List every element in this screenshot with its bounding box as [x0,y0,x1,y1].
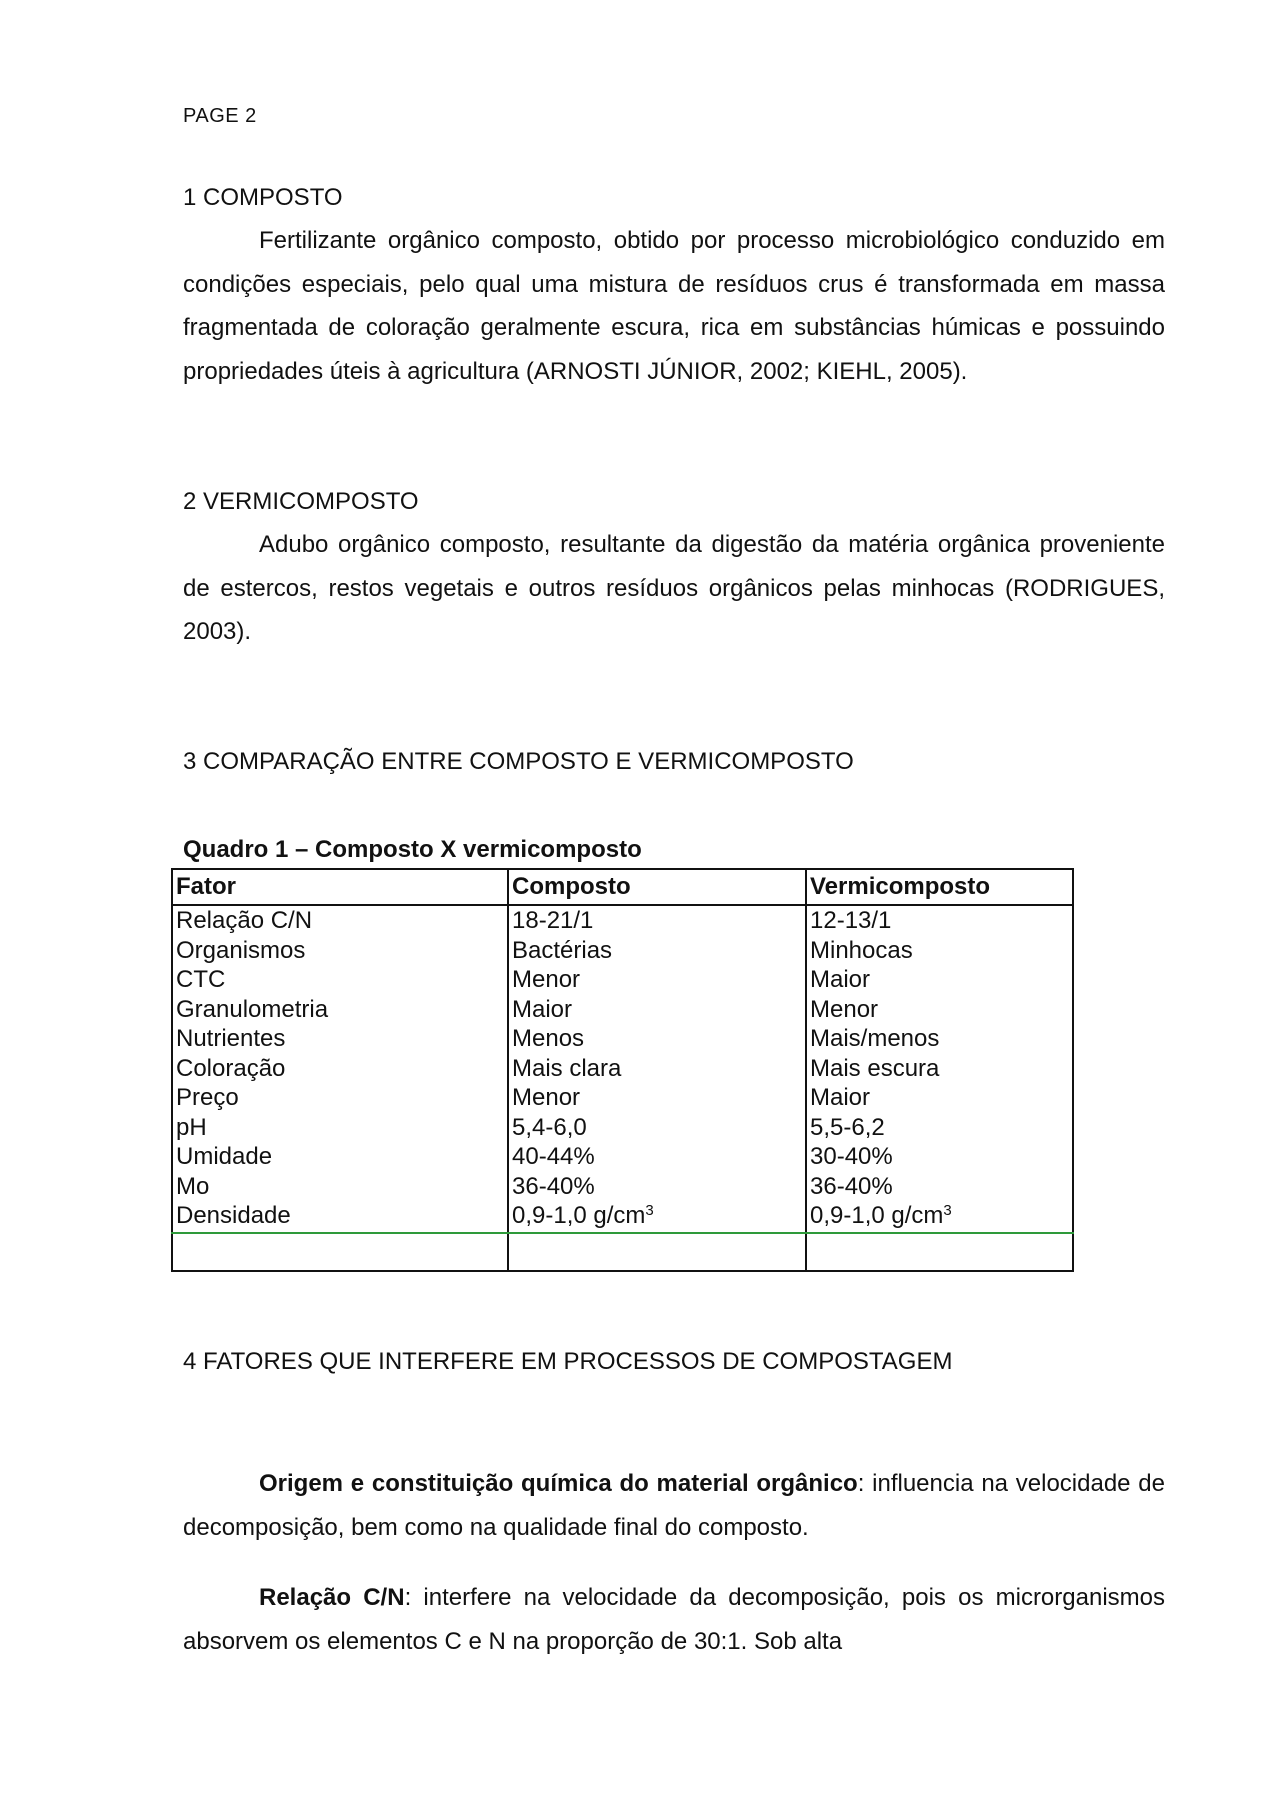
unit-superscript: 3 [943,1202,952,1219]
text-origem: : influencia na velocidade de decomposição, bem como na qualidade final do composto. [183,1470,1165,1541]
paragraph-origem [183,1462,1165,1549]
table-cell: Umidade [172,1143,508,1173]
table-cell: Nutrientes [172,1025,508,1055]
page-header: PAGE 2 [183,105,257,127]
density-value: 0,9-1,0 g/cm [810,1202,944,1229]
table-cell: 36-40% [508,1173,806,1203]
section-heading-fatores: 4 FATORES QUE INTERFERE EM PROCESSOS DE COMPOSTAGEM [183,1348,953,1375]
section-heading-composto: 1 COMPOSTO [183,184,343,211]
table-cell: Maior [806,966,1073,996]
table-cell: 5,4-6,0 [508,1114,806,1144]
table-row [172,1173,1073,1203]
table-header-row [172,869,1073,905]
section-heading-vermicomposto: 2 VERMICOMPOSTO [183,488,419,515]
table-cell: 30-40% [806,1143,1073,1173]
table-cell: Granulometria [172,996,508,1026]
table-cell: Densidade [172,1202,508,1233]
table-cell: pH [172,1114,508,1144]
density-value: 0,9-1,0 g/cm [512,1202,646,1229]
table-cell [806,1202,1073,1233]
table-row [172,1084,1073,1114]
table-row [172,966,1073,996]
table-cell: CTC [172,966,508,996]
term-relacao-cn: Relação C/N [259,1584,405,1611]
table-row [172,1143,1073,1173]
table-cell: Menor [508,966,806,996]
table-cell-empty [172,1233,508,1271]
table-cell: 36-40% [806,1173,1073,1203]
table-cell: Maior [806,1084,1073,1114]
table-cell-empty [508,1233,806,1271]
table-row [172,905,1073,937]
table-row [172,996,1073,1026]
table-cell: Mais escura [806,1055,1073,1085]
table-cell: Mais/menos [806,1025,1073,1055]
table-cell: Relação C/N [172,905,508,937]
table-cell: Menor [508,1084,806,1114]
column-header-vermicomposto: Vermicomposto [806,869,1073,905]
table-row [172,937,1073,967]
table-row [172,1025,1073,1055]
section-heading-comparacao: 3 COMPARAÇÃO ENTRE COMPOSTO E VERMICOMPOSTO [183,748,854,775]
paragraph-relacao-cn [183,1576,1165,1663]
paragraph-vermicomposto: Adubo orgânico composto, resultante da digestão da matéria orgânica proveniente de estercos, restos vegetais e outros resíduos orgânicos pelas minhocas (RODRIGUES, 2003). [183,531,1165,645]
term-origem: Origem e constituição química do material orgânico [259,1470,858,1497]
table-cell: 5,5-6,2 [806,1114,1073,1144]
text-relacao-cn: : interfere na velocidade da decomposição, pois os microrganismos absorvem os elementos C e N na proporção de 30:1. Sob alta [183,1584,1165,1655]
table-row [172,1114,1073,1144]
table-cell: Menos [508,1025,806,1055]
table-cell: 40-44% [508,1143,806,1173]
table-cell: Organismos [172,937,508,967]
table-row-empty [172,1233,1073,1271]
table-caption: Quadro 1 – Composto X vermicomposto [183,836,642,863]
unit-superscript: 3 [645,1202,654,1219]
column-header-composto: Composto [508,869,806,905]
table-cell: Coloração [172,1055,508,1085]
table-row-densidade [172,1202,1073,1233]
table-cell: Maior [508,996,806,1026]
table-cell: Bactérias [508,937,806,967]
table-cell: Mo [172,1173,508,1203]
column-header-fator: Fator [172,869,508,905]
table-cell: Mais clara [508,1055,806,1085]
table-row [172,1055,1073,1085]
table-cell: Minhocas [806,937,1073,967]
table-cell-empty [806,1233,1073,1271]
table-cell [508,1202,806,1233]
comparison-table [171,868,1074,1272]
table-cell: 12-13/1 [806,905,1073,937]
paragraph-composto: Fertilizante orgânico composto, obtido por processo microbiológico conduzido em condições especiais, pelo qual uma mistura de resíduos crus é transformada em massa fragmentada de coloração geralmente escura, rica em substâncias húmicas e possuindo propriedades úteis à agricultura (ARNOSTI JÚNIOR, 2002; KIEHL, 2005). [183,227,1165,385]
table-cell: 18-21/1 [508,905,806,937]
table-cell: Preço [172,1084,508,1114]
table-cell: Menor [806,996,1073,1026]
